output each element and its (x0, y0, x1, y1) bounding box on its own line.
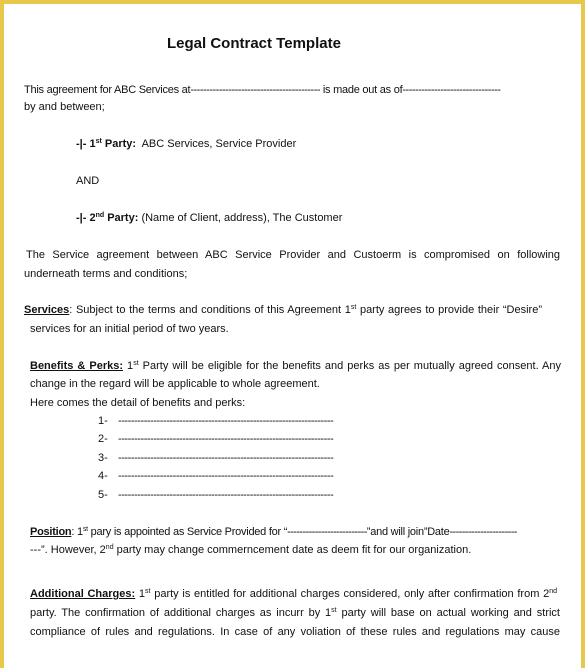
services-text-a: : Subject to the terms and conditions of this Agreement 1 (69, 304, 351, 316)
compromise-line-2: underneath terms and conditions; (24, 268, 188, 280)
benefit-item-number: 2- (98, 433, 108, 445)
party-1-line (76, 138, 296, 150)
position-line-1 (30, 526, 517, 538)
benefit-item (98, 415, 333, 427)
services-line-1 (24, 304, 542, 316)
party-1-sup: st (95, 138, 102, 145)
party-2-sup: nd (95, 212, 105, 219)
services-heading: Services (24, 304, 70, 316)
position-blank-1: -------------------------- (287, 526, 367, 538)
charges-sup-2: nd (549, 588, 557, 595)
intro-line-2: by and between; (24, 101, 105, 113)
benefits-line-2: change in the regard will be applicable to whole agreement. (30, 378, 320, 390)
benefits-text-a: 1 (123, 360, 134, 372)
charges-text-c: party. The confirmation of additional charges as incurr by 1 (30, 607, 332, 619)
position-text-c: ”and will join”Date (366, 526, 450, 538)
benefits-sup: st (133, 360, 139, 367)
benefit-item-blank: ------------------------------------------------------------------- (118, 415, 334, 427)
position-text-b: pary is appointed as Service Provided for “ (87, 526, 288, 538)
benefit-item-blank: ------------------------------------------------------------------- (118, 433, 334, 445)
position-blank-2: ---------------------- (449, 526, 517, 538)
document-title: Legal Contract Template (167, 35, 341, 52)
party-2-line (76, 212, 342, 224)
benefit-item-number: 3- (98, 452, 108, 464)
benefit-item (98, 433, 333, 445)
intro-line-1 (24, 84, 500, 96)
charges-heading: Additional Charges: (30, 588, 136, 600)
position-sup-2: nd (105, 544, 114, 551)
party-2-label: Party: (104, 212, 139, 224)
position-heading: Position (30, 526, 72, 538)
party-1-text: ABC Services, Service Provider (136, 138, 297, 150)
benefits-text-b: Party will be eligible for the benefits and perks as per mutually agreed consent. Any (138, 360, 561, 372)
charges-sup-3: st (331, 607, 337, 614)
charges-text-a: 1 (135, 588, 146, 600)
services-sup: st (350, 304, 357, 311)
benefit-item-blank: ------------------------------------------------------------------- (118, 452, 334, 464)
position-sup: st (82, 526, 88, 533)
charges-text-d: party will base on actual working and strict (336, 607, 560, 619)
benefit-item (98, 452, 333, 464)
benefit-item-number: 4- (98, 470, 108, 482)
charges-line-2 (30, 607, 560, 619)
benefit-item-number: 1- (98, 415, 108, 427)
party-2-text: (Name of Client, address), The Customer (138, 212, 343, 224)
charges-line-3: compliance of rules and regulations. In case of any voliation of these rules and regulations may cause (30, 626, 560, 638)
position-text-a: : 1 (71, 526, 83, 538)
compromise-line-1: The Service agreement between ABC Service Provider and Custoerm is compromised on following (26, 249, 560, 261)
intro-blank-1: ----------------------------------------- (190, 84, 321, 96)
and-text: AND (76, 175, 100, 187)
services-line-2: services for an initial period of two years. (30, 323, 229, 335)
charges-sup: st (145, 588, 151, 595)
position-text-e: party may change commerncement date as deem fit for our organization. (113, 544, 472, 556)
position-line-2 (30, 544, 471, 556)
benefit-item (98, 489, 333, 501)
party-2-bullet: -|- 2 (76, 212, 96, 224)
benefits-heading: Benefits & Perks: (30, 360, 124, 372)
benefit-item (98, 470, 333, 482)
intro-blank-2: ------------------------------- (402, 84, 501, 96)
charges-line-1 (30, 588, 557, 600)
benefits-line-1 (30, 360, 561, 372)
benefit-item-number: 5- (98, 489, 108, 501)
charges-text-b: party is entitled for additional charges considered, only after confirmation from 2 (150, 588, 550, 600)
benefit-item-blank: ------------------------------------------------------------------- (118, 489, 334, 501)
benefits-line-3: Here comes the detail of benefits and perks: (30, 397, 246, 409)
services-text-b: party agrees to provide their “Desire” (356, 304, 542, 316)
party-1-bullet: -|- 1 (76, 138, 96, 150)
party-1-label: Party: (101, 138, 137, 150)
intro-text-a: This agreement for ABC Services at (24, 84, 191, 96)
benefit-item-blank: ------------------------------------------------------------------- (118, 470, 334, 482)
position-text-d: ---”. However, 2 (30, 544, 106, 556)
intro-text-b: is made out as of (320, 84, 403, 96)
